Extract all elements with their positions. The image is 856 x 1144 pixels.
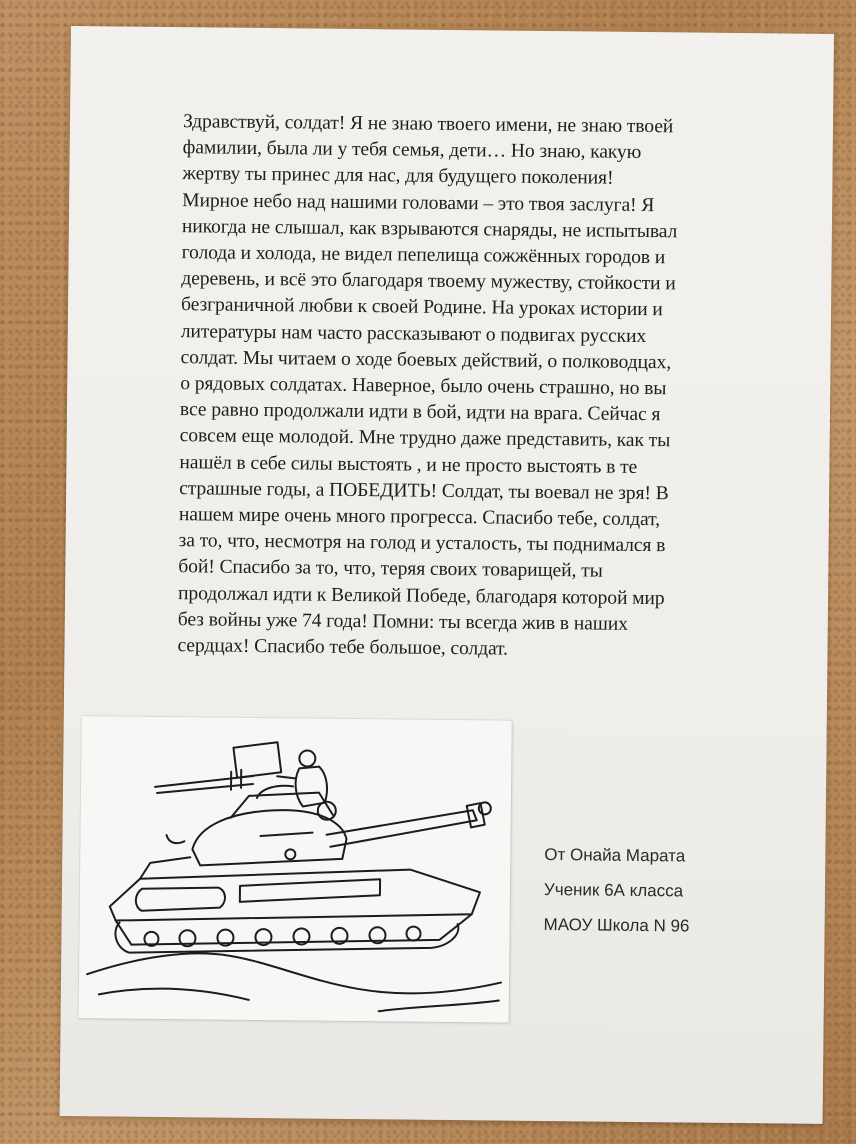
signature-school: МАОУ Школа N 96 — [543, 914, 690, 936]
letter-line: бой! Спасибо за то, что, теряя своих товарищей, ты — [178, 556, 603, 583]
letter-text — [177, 109, 766, 665]
letter-line: жертву ты принес для нас, для будущего поколения! — [182, 163, 614, 190]
letter-line: никогда не слышал, как взрываются снаряды, не испытывал — [181, 215, 678, 243]
letter-line: деревень, и всё это благодаря твоему мужеству, стойкости и — [181, 268, 676, 295]
tank-with-soldier-icon — [79, 716, 512, 1022]
letter-line: нашёл в себе силы выстоять , и не просто выстоять в те — [179, 451, 638, 478]
signature-from: От Онайа Марата — [544, 845, 686, 866]
signature-student: Ученик 6А класса — [543, 880, 684, 901]
letter-sheet — [60, 26, 834, 1124]
letter-line: о рядовых солдатах. Наверное, было очень страшно, но вы — [180, 373, 667, 400]
letter-line: солдат. Мы читаем о ходе боевых действий, о полководцах, — [180, 346, 672, 374]
letter-line: Мирное небо над нашими головами – это твоя заслуга! Я — [182, 189, 655, 216]
letter-line: без войны уже 74 года! Помни: ты всегда жив в наших — [177, 609, 628, 635]
letter-line: фамилии, была ли у тебя семья, дети… Но знаю, какую — [182, 137, 642, 164]
letter-line: за то, что, несмотря на голод и усталость, ты поднимался в — [178, 530, 666, 557]
letter-line: голода и холода, не видел пепелища сожжённых городов и — [181, 242, 666, 269]
letter-line: нашем мире очень много прогресса. Спасибо тебе, солдат, — [178, 504, 661, 531]
tank-picture — [79, 716, 512, 1022]
letter-line: совсем еще молодой. Мне трудно даже представить, как ты — [179, 425, 671, 452]
signature-block — [543, 837, 690, 944]
letter-line: Здравствуй, солдат! Я не знаю твоего имени, не знаю твоей — [182, 111, 674, 138]
letter-line: безграничной любви к своей Родине. На уроках истории и — [180, 294, 663, 321]
letter-line: продолжал идти к Великой Победе, благодаря которой мир — [177, 582, 665, 609]
letter-line: литературы нам часто рассказывают о подвигах русских — [180, 320, 647, 347]
letter-line: страшные годы, а ПОБЕДИТЬ! Солдат, ты воевал не зря! В — [179, 478, 669, 505]
letter-line: все равно продолжали идти в бой, идти на врага. Сейчас я — [179, 399, 661, 426]
letter-line: сердцах! Спасибо тебе большое, солдат. — [177, 635, 509, 660]
